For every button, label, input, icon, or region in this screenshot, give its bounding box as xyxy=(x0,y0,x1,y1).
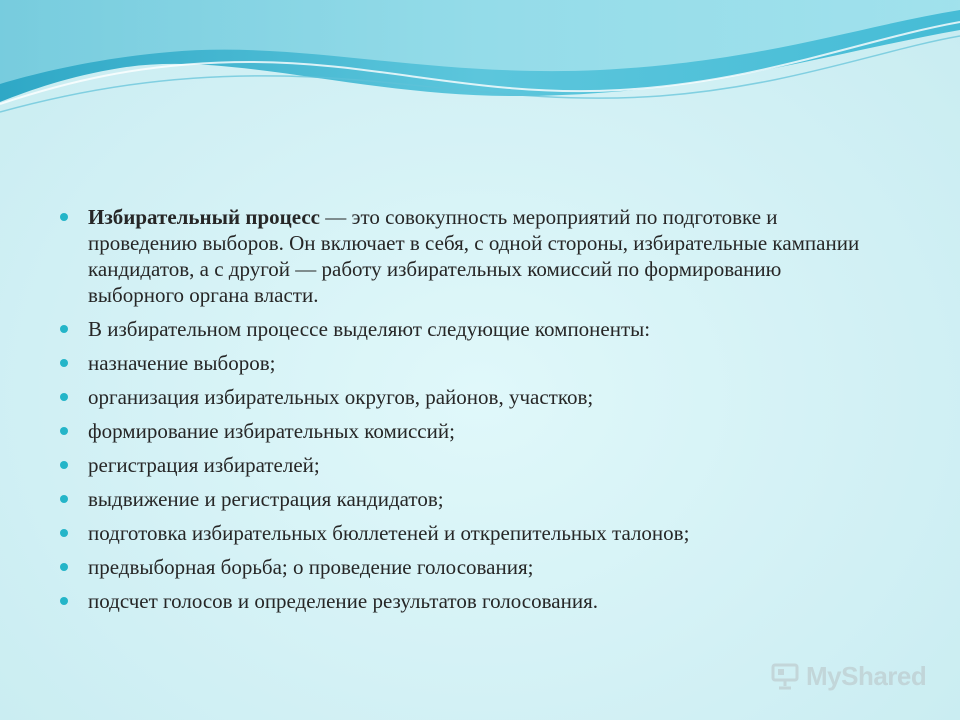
bullet-icon xyxy=(60,359,68,367)
bullet-icon xyxy=(60,325,68,333)
list-item xyxy=(60,316,860,342)
watermark-label: MyShared xyxy=(806,660,927,691)
list-item xyxy=(60,384,860,410)
list-item-text: подготовка избирательных бюллетеней и открепительных талонов; xyxy=(88,521,690,545)
list-item xyxy=(60,588,860,614)
list-item xyxy=(60,486,860,512)
list-item xyxy=(60,554,860,580)
list-item-text: организация избирательных округов, районов, участков; xyxy=(88,385,594,409)
decorative-wave-header xyxy=(0,0,960,140)
list-item-text: назначение выборов; xyxy=(88,351,276,375)
list-item xyxy=(60,418,860,444)
list-item-text: предвыборная борьба; о проведение голосования; xyxy=(88,555,534,579)
list-item xyxy=(60,204,860,308)
bullet-icon xyxy=(60,563,68,571)
definition-text: — это совокупность мероприятий по подготовке и проведению выборов. Он включает в себя, с одной стороны, избирательные кампании кандидатов, а с другой — работу избирательных комиссий по формированию выборного органа власти. xyxy=(88,205,860,307)
list-item-text: выдвижение и регистрация кандидатов; xyxy=(88,487,444,511)
bullet-icon xyxy=(60,529,68,537)
list-item-text: В избирательном процессе выделяют следующие компоненты: xyxy=(88,317,651,341)
myshared-watermark xyxy=(770,656,926,696)
list-item xyxy=(60,350,860,376)
projector-screen-icon xyxy=(770,661,800,691)
bullet-icon xyxy=(60,461,68,469)
bullet-icon xyxy=(60,427,68,435)
list-item-text: регистрация избирателей; xyxy=(88,453,320,477)
bullet-icon xyxy=(60,213,68,221)
slide-body xyxy=(60,204,860,622)
bullet-icon xyxy=(60,393,68,401)
list-item-text: формирование избирательных комиссий; xyxy=(88,419,455,443)
bullet-icon xyxy=(60,495,68,503)
list-item xyxy=(60,520,860,546)
bullet-icon xyxy=(60,597,68,605)
term-bold: Избирательный процесс xyxy=(88,205,320,229)
list-item xyxy=(60,452,860,478)
list-item-text: подсчет голосов и определение результатов голосования. xyxy=(88,589,598,613)
bullet-list xyxy=(60,204,860,614)
